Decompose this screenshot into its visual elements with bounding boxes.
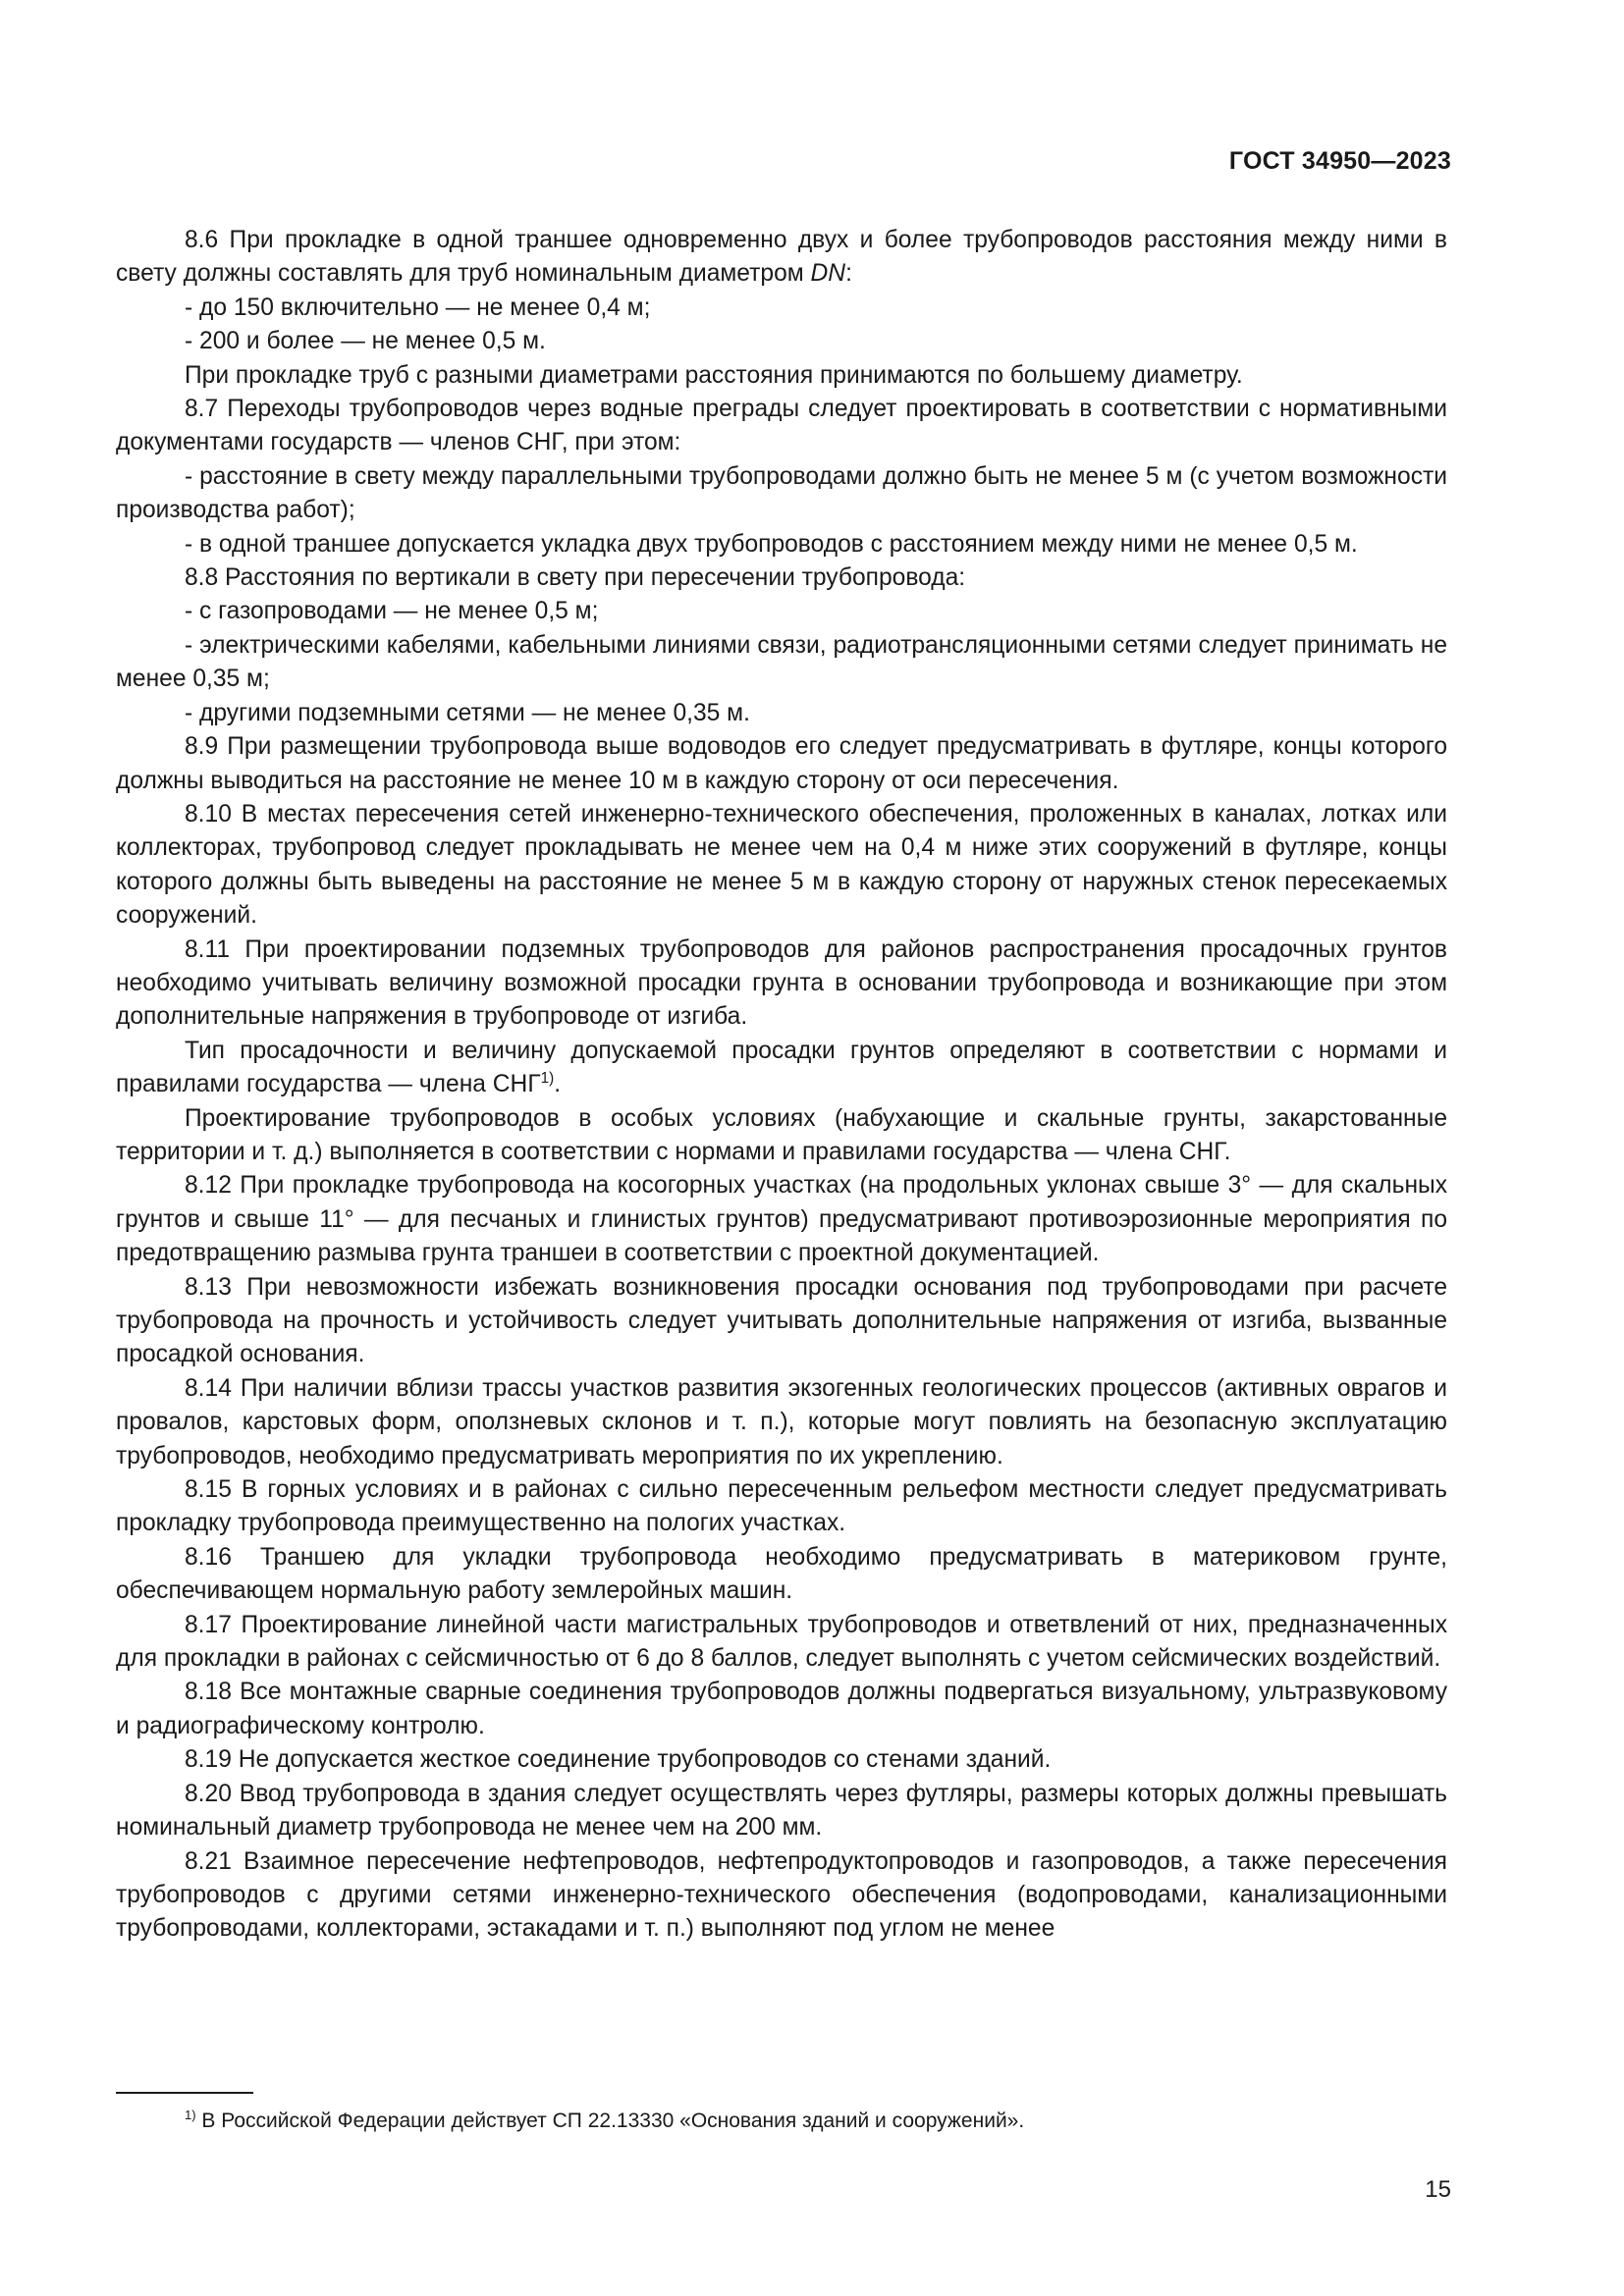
- paragraph: 8.17 Проектирование линейной части магистральных трубопроводов и ответвлений от них, предназначенных для прокладки в районах с сейсмичностью от 6 до 8 баллов, следует выполнять с учетом сейсмических воздействий.: [116, 1611, 1447, 1673]
- list-item: - в одной траншее допускается укладка двух трубопроводов с расстоянием между ними не менее 0,5 м.: [185, 530, 1358, 558]
- list-item: - с газопроводами — не менее 0,5 м;: [185, 598, 599, 625]
- paragraph: 8.18 Все монтажные сварные соединения трубопроводов должны подвергаться визуальному, ультразвуковому и радиографическому контролю.: [116, 1679, 1447, 1739]
- paragraph: Проектирование трубопроводов в особых условиях (набухающие и скальные грунты, закарстованные территории и т. д.) выполняется в соответствии с нормами и правилами государства — члена СНГ.: [116, 1104, 1447, 1165]
- paragraph: 8.10 В местах пересечения сетей инженерно-технического обеспечения, проложенных в каналах, лотках или коллекторах, трубопровод следует прокладывать не менее чем на 0,4 м ниже этих сооружений в футляре, концы которого должны быть выведены на расстояние не менее 5 м в каждую сторону от наружных стенок пересекаемых сооружений.: [116, 800, 1447, 930]
- list-item: - другими подземными сетями — не менее 0,35 м.: [185, 699, 750, 726]
- document-body: [116, 224, 1447, 1947]
- paragraph-text-end: .: [554, 1071, 562, 1098]
- list-item: - расстояние в свету между параллельными трубопроводами должно быть не менее 5 м (с учетом возможности производства работ);: [116, 462, 1447, 524]
- symbol-dn: DN: [810, 260, 846, 288]
- paragraph: 8.14 При наличии вблизи трассы участков развития экзогенных геологических процессов (активных оврагов и провалов, карстовых форм, оползневых склонов и т. п.), которые могут повлиять на безопасную эксплуатацию трубопроводов, необходимо предусматривать мероприятия по их укреплению.: [116, 1374, 1447, 1469]
- paragraph: 8.8 Расстояния по вертикали в свету при пересечении трубопровода:: [185, 564, 966, 592]
- paragraph: 8.15 В горных условиях и в районах с сильно пересеченным рельефом местности следует предусматривать прокладку трубопровода преимущественно на пологих участках.: [116, 1476, 1447, 1537]
- footnote-text: В Российской Федерации действует СП 22.13330 «Основания зданий и сооружений».: [195, 2109, 1025, 2132]
- paragraph: 8.16 Траншею для укладки трубопровода необходимо предусматривать в материковом грунте, обеспечивающем нормальную работу землеройных машин.: [116, 1543, 1447, 1605]
- paragraph: 8.20 Ввод трубопровода в здания следует осуществлять через футляры, размеры которых должны превышать номинальный диаметр трубопровода не менее чем на 200 мм.: [116, 1780, 1447, 1842]
- paragraph-text: Тип просадочности и величину допускаемой просадки грунтов определяют в соответствии с нормами и правилами государства — члена СНГ: [116, 1037, 1447, 1098]
- paragraph: 8.13 При невозможности избежать возникновения просадки основания под трубопроводами при расчете трубопровода на прочность и устойчивость следует учитывать дополнительные напряжения от изгиба, вызванные просадкой основания.: [116, 1273, 1447, 1368]
- paragraph: [116, 1035, 1447, 1102]
- page-number: 15: [1425, 2176, 1451, 2203]
- paragraph: 8.12 При прокладке трубопровода на косогорных участках (на продольных уклонах свыше 3° — для скальных грунтов и свыше 11° — для песчаных и глинистых грунтов) предусматривают противоэрозионные мероприятия по предотвращению размыва грунта траншеи в соответствии с проектной документацией.: [116, 1172, 1447, 1267]
- list-item: - 200 и более — не менее 0,5 м.: [185, 328, 546, 355]
- paragraph: При прокладке труб с разными диаметрами расстояния принимаются по большему диаметру.: [185, 361, 1243, 389]
- paragraph: 8.19 Не допускается жесткое соединение трубопроводов со стенами зданий.: [185, 1746, 1052, 1774]
- footnote-mark: 1): [185, 2108, 196, 2122]
- paragraph: 8.7 Переходы трубопроводов через водные преграды следует проектировать в соответствии с нормативными документами государств — членов СНГ, при этом:: [116, 396, 1447, 456]
- list-item: - электрическими кабелями, кабельными линиями связи, радиотрансляционными сетями следует принимать не менее 0,35 м;: [116, 631, 1447, 693]
- paragraph: 8.6 При прокладке в одной траншее одновременно двух и более трубопроводов расстояния между ними в свету должны составлять для труб номинальным диаметром DN:: [116, 227, 1447, 288]
- paragraph: 8.9 При размещении трубопровода выше водоводов его следует предусматривать в футляре, концы которого должны выводиться на расстояние не менее 10 м в каждую сторону от оси пересечения.: [116, 733, 1447, 794]
- list-item: - до 150 включительно — не менее 0,4 м;: [185, 294, 651, 321]
- document-header: ГОСТ 34950—2023: [1228, 147, 1451, 175]
- footnote-reference: 1): [540, 1069, 555, 1087]
- footnote: [185, 2108, 1441, 2135]
- paragraph: 8.21 Взаимное пересечение нефтепроводов, нефтепродуктопроводов и газопроводов, а также пересечения трубопроводов с другими сетями инженерно-технического обеспечения (водопроводами, канализационными трубопроводами, коллекторами, эстакадами и т. п.) выполняют под углом не менее: [116, 1847, 1447, 1943]
- paragraph: 8.11 При проектировании подземных трубопроводов для районов распространения просадочных грунтов необходимо учитывать величину возможной просадки грунта в основании трубопровода и возникающие при этом дополнительные напряжения в трубопроводе от изгиба.: [116, 935, 1447, 1031]
- footnote-separator: [116, 2092, 253, 2094]
